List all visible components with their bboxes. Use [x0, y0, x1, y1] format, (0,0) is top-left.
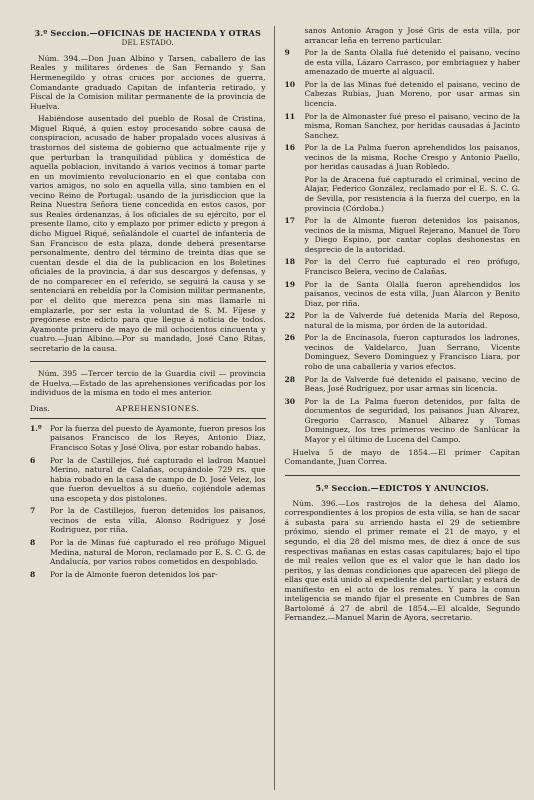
left-entries-list [30, 424, 266, 579]
row-text: Por la fuerza del puesto de Ayamonte, fueron presos los paisanos Francisco de los Reyes, Antonio Diaz, Francisco Sotas y José Oliva, por estar robando habas. [50, 423, 266, 452]
table-row [285, 80, 521, 109]
table-row [285, 112, 521, 141]
two-column-layout [30, 26, 520, 790]
row-day: 17 [284, 216, 296, 226]
row-day: 16 [284, 143, 296, 153]
row-day: 26 [284, 333, 296, 343]
section-3-title: 3.º Seccion.—OFICINAS DE HACIENDA Y OTRAS [34, 28, 262, 38]
row-day: 10 [284, 79, 296, 89]
row-text: Por la de Castillejos, fueron detenidos los paisanos, vecinos de esta villa, Alonso Rodriguez y José Rodriguez, por riña. [50, 506, 266, 535]
right-entries-list [285, 26, 521, 445]
row-day: 8 [30, 569, 36, 579]
row-text: Por la de las Minas fué detenido el paisano, vecino de Cabezas Rubias, Juan Moreno, por usar armas sin licencia. [304, 79, 520, 108]
table-row [30, 456, 266, 504]
row-text: Por la de Castillejos, fué capturado el ladron Manuel Merino, natural de Calañas, ocupándole 729 rs. que habia robado en la casa de campo de D. José Velez, los que fueron devueltos á su dueño, cojiéndole ademas una escopeta y dos pistolones. [50, 455, 266, 503]
notice-395-heading: Núm. 395 —Tercer tercio de la Guardia civil — provincia de Huelva.—Estado de las aprehensiones verificadas por los individuos de la misma en todo el mes anterior. [30, 369, 266, 398]
divider [30, 361, 266, 362]
notice-394-body: Habiéndose ausentado del pueblo de Rosal de Cristina, Miguel Riqué, á quien estoy procesando sobre causa de conspiracion, acusado de haber propalado voces alusivas á trastornos del sistema de gobierno que actualmente rije y que perturban la tranquilidad pública y doméstica de aquella poblacion, invitando á varios vecinos á tomar parte en un movimiento revolucionario en el que contaba con varios amigos, no solo en aquella villa, sino tambien en el vecino Reino de Portugal: usando de la jurisdiccion que la Reina Nuestra Señora tiene concedida en estos casos, por sus Reales órdenanzas, á los oficiales de su ejército, por el presente llamo, cito y emplazo por primer edicto y pregon á dicho Miguel Riqué, señalándole el cuartel de infantería de San Francisco de esta plaza, donde deberá presentarse personalmente, dentro del término de treinta dias que se cuentan desde el dia de la publicacion en los Boletines oficiales de la provincia, á dar sus descargos y defensas, y de no comparecer en el referido, se seguirá la causa y se sentenciará en rebeldía por la Comision militar permanente, por el delito que merezca pena sin mas llamarle ni emplazarle, por ser esta la voluntad de S. M. Fíjese y pregónese este edicto para que llegue á noticia de todos. Ayamonte primero de mayo de mil ochocientos cincuenta y cuatro.—Juan Albino.—Por su mandado, José Cano Ritas, secretario de la causa. [30, 114, 266, 353]
table-header [30, 404, 266, 414]
row-day: 6 [30, 455, 36, 465]
row-day: 30 [284, 396, 296, 406]
row-day: 11 [284, 111, 296, 121]
table-row [285, 375, 521, 394]
section-5-heading [285, 483, 521, 493]
column-dias: Dias. [30, 404, 50, 414]
divider [285, 475, 521, 476]
table-row [285, 175, 521, 213]
row-day: 1.º [30, 423, 42, 433]
row-text: Por la de Santa Olalla fué detenido el paisano, vecino de esta villa, Lázaro Carrasco, por embriaguez y haber amenazado de muerte al alguacil. [304, 48, 520, 77]
right-column [285, 26, 521, 790]
table-row [285, 26, 521, 45]
table-row [285, 257, 521, 276]
row-text: Por la del Cerro fué capturado el reo prófugo, Francisco Belera, vecino de Calañas. [304, 257, 520, 276]
row-text: Por la de Almonte fueron detenidos los par- [50, 569, 218, 579]
row-text: Por la de Santa Olalla fueron aprehendidos los paisanos, vecinos de esta villa, Juan Alarcon y Benito Diaz, por riña. [304, 279, 520, 308]
row-day: 8 [30, 538, 36, 548]
row-day: 18 [284, 257, 296, 267]
table-row [285, 48, 521, 77]
table-row [285, 280, 521, 309]
table-row [285, 397, 521, 445]
row-day: 7 [30, 506, 36, 516]
section-5-title: 5.º Seccion.—EDICTOS Y ANUNCIOS. [315, 482, 489, 493]
row-text: Por la de Aracena fué capturado el criminal, vecino de Alajar, Federico González, reclamado por el E. S. C. G. de Sevilla, por resistencia á la fuerza del cuerpo, en la provincia (Córdoba.) [304, 174, 520, 213]
table-row [30, 538, 266, 567]
column-aprehensiones: APREHENSIONES. [115, 404, 200, 414]
table-row [30, 570, 266, 580]
table-row [285, 311, 521, 330]
table-row [285, 143, 521, 172]
left-column [30, 26, 275, 790]
row-day: 19 [284, 279, 296, 289]
notice-395-closing: Huelva 5 de mayo de 1854.—El primer Capitan Comandante, Juan Correa. [284, 447, 520, 467]
table-row [30, 424, 266, 453]
row-text: Por la de Encinasola, fueron capturados los ladrones, vecinos de Valdelarco, Juan Serrano, Vicente Dominguez, Severo Dominguez y Francisco Liara, por robo de una caballeria y varios efectos. [304, 333, 520, 371]
section-3-heading [30, 28, 266, 48]
table-row [285, 333, 521, 371]
row-text: Por la de Valverde fué detenido el paisano, vecino de Beas, José Rodriguez, por usar armas sin licencia. [304, 374, 520, 394]
notice-394-heading: Núm. 394.—Don Juan Albino y Tarsen, caballero de las Reales y militares órdenes de San Fernando y San Hermenegildo y otras cruces por acciones de guerra, Comandante graduado Capitan de infanteria retirado, y Fiscal de la Comision militar permanente de la provincia de Huelva. [30, 53, 266, 111]
row-day: 9 [284, 48, 290, 58]
row-text: Por la de Valverde fué detenida María del Reposo, natural de la misma, por órden de la autoridad. [304, 311, 520, 330]
notice-396-body: Núm. 396.—Los rastrojos de la dehesa del Alamo, correspondientes á los propios de esta villa, se han de sacar á subasta para su arriendo hasta el 29 de setiembre próximo, siendo el primer remate el 21 de mayo, y el segundo, el dia 28 del mismo mes, de diez á once de sus respectivas mañanas en estas casas capitulares; bajo el tipo de mil reales vellon que es el valor que le han dado los peritos, y las demas condiciones que aparecen del pliego de ellas que está unido al expediente del particular, y estará de manifiesto en el acto de los remates. Y para la comun inteligencia se mando fijar el presente en Cumbres de San Bartolomé á 27 de abril de 1854.—El alcalde, Segundo Fernandez.—Manuel Marin de Ayora, secretario. [284, 498, 520, 623]
row-text: Por la de La Palma fueron detenidos, por falta de documentos de seguridad, los paisanos Juan Alvarez, Gregorio Carrasco, Manuel Albarez y Tomas Dominguez, los tres primeros vecino de Sanlúcar la Mayor y el último de Lucena del Campo. [304, 396, 520, 444]
table-row [285, 216, 521, 254]
row-day: 28 [284, 374, 296, 384]
divider [30, 418, 266, 419]
row-text: sanos Antonio Aragon y José Gris de esta villa, por arrancar leña en terreno particular. [304, 26, 520, 45]
row-day: 22 [284, 311, 296, 321]
row-text: Por la de Almonaster fué preso el paisano, vecino de la misma, Roman Sanchez, por heridas causadas á Jacinto Sanchez. [304, 111, 520, 140]
section-3-subtitle: DEL ESTADO. [121, 39, 174, 48]
row-day [285, 26, 305, 45]
row-day [285, 175, 305, 213]
row-text: Por la de Almonte fueron detenidos los paisanos, vecinos de la misma, Miguel Rejerano, Manuel de Toro y Diego Espino, por cantar coplas deshonestas en desprecio de la autoridad. [304, 216, 520, 254]
table-row [30, 506, 266, 535]
row-text: Por la de La Palma fueron aprehendidos los paisanos, vecinos de la misma, Roche Crespo y Antonio Paello, por heridas causadas á Juan Robledo. [304, 143, 520, 172]
row-text: Por la de Minas fué capturado el reo prófugo Miguel Medina, natural de Moron, reclamado por E. S. C. G. de Andalucía, por varios robos cometidos en despoblado. [50, 538, 266, 567]
